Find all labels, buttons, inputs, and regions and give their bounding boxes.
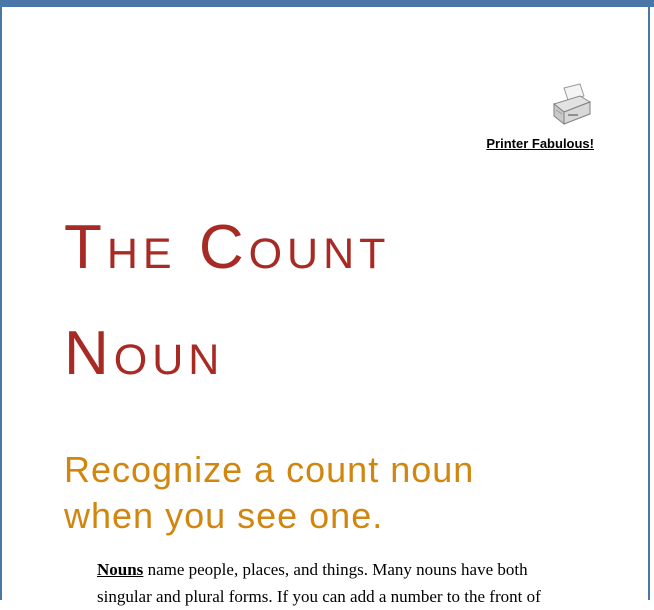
nouns-term: Nouns xyxy=(97,560,144,579)
page-subtitle-line-2: when you see one. xyxy=(64,495,384,536)
page-title-line-2: Noun xyxy=(64,319,225,388)
intro-line-2-text: singular and plural forms. If you can add a number to the front of xyxy=(97,587,541,606)
printer-icon[interactable] xyxy=(550,82,594,128)
page-title xyxy=(64,195,624,407)
page-content xyxy=(0,7,650,606)
intro-paragraph xyxy=(97,556,567,610)
page-title-line-1: The Count xyxy=(64,213,391,282)
window-top-border xyxy=(0,0,654,7)
intro-line-1-text: name people, places, and things. Many nouns have both xyxy=(143,560,528,579)
page-subtitle xyxy=(64,447,624,539)
page-subtitle-line-1: Recognize a count noun xyxy=(64,449,475,490)
printer-link-label[interactable]: Printer Fabulous! xyxy=(486,136,594,151)
